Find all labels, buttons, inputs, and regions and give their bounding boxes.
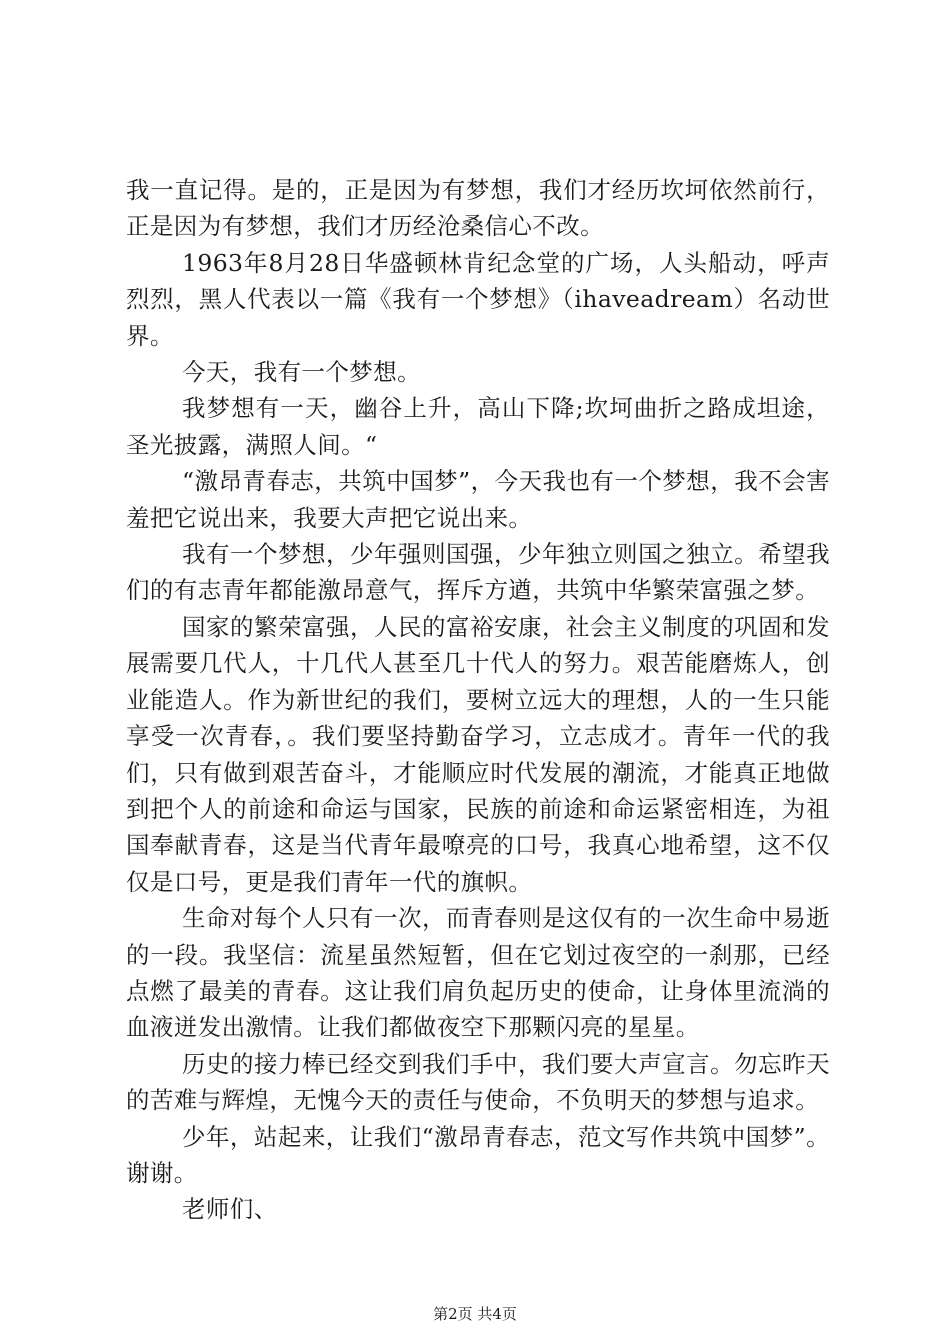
paragraph: 老师们、 [182, 1195, 278, 1224]
paragraph: 国家的繁荣富强，人民的富裕安康，社会主义制度的巩固和发展需要几代人，十几代人甚至几十代人的努力。艰苦能磨炼人，创业能造人。作为新世纪的我们，要树立远大的理想，人的一生只能享受一次青春，。我们要坚持勤奋学习，立志成才。青年一代的我们，只有做到艰苦奋斗，才能顺应时代发展的潮流，才能真正地做到把个人的前途和命运与国家，民族的前途和命运紧密相连，为祖国奉献青春，这是当代青年最嘹亮的口号，我真心地希望，这不仅仅是口号，更是我们青年一代的旗帜。 [126, 612, 830, 896]
paragraph: “激昂青春志，共筑中国梦”，今天我也有一个梦想，我不会害羞把它说出来，我要大声把它说出来。 [126, 467, 830, 532]
page-number-footer: 第2页 共4页 [433, 1305, 517, 1323]
paragraph: 我有一个梦想，少年强则国强，少年独立则国之独立。希望我们的有志青年都能激昂意气，挥斥方遒，共筑中华繁荣富强之梦。 [126, 540, 830, 605]
paragraph: 今天，我有一个梦想。 [182, 358, 421, 387]
paragraph: 少年，站起来，让我们“激昂青春志，范文写作共筑中国梦”。谢谢。 [126, 1122, 830, 1187]
paragraph: 1963年8月28日华盛顿林肯纪念堂的广场，人头船动，呼声烈烈，黑人代表以一篇《我有一个梦想》（ihaveadream）名动世界。 [126, 248, 830, 350]
paragraph: 我梦想有一天，幽谷上升，高山下降;坎坷曲折之路成坦途，圣光披露，满照人间。“ [126, 394, 830, 459]
paragraph: 历史的接力棒已经交到我们手中，我们要大声宣言。勿忘昨天的苦难与辉煌，无愧今天的责任与使命，不负明天的梦想与追求。 [126, 1049, 830, 1115]
document-body [126, 172, 830, 1228]
paragraph: 我一直记得。是的，正是因为有梦想，我们才经历坎坷依然前行，正是因为有梦想，我们才历经沧桑信心不改。 [126, 176, 830, 241]
paragraph: 生命对每个人只有一次，而青春则是这仅有的一次生命中易逝的一段。我坚信：流星虽然短暂，但在它划过夜空的一刹那，已经点燃了最美的青春。这让我们肩负起历史的使命，让身体里流淌的血液迸发出激情。让我们都做夜空下那颗闪亮的星星。 [126, 904, 830, 1042]
